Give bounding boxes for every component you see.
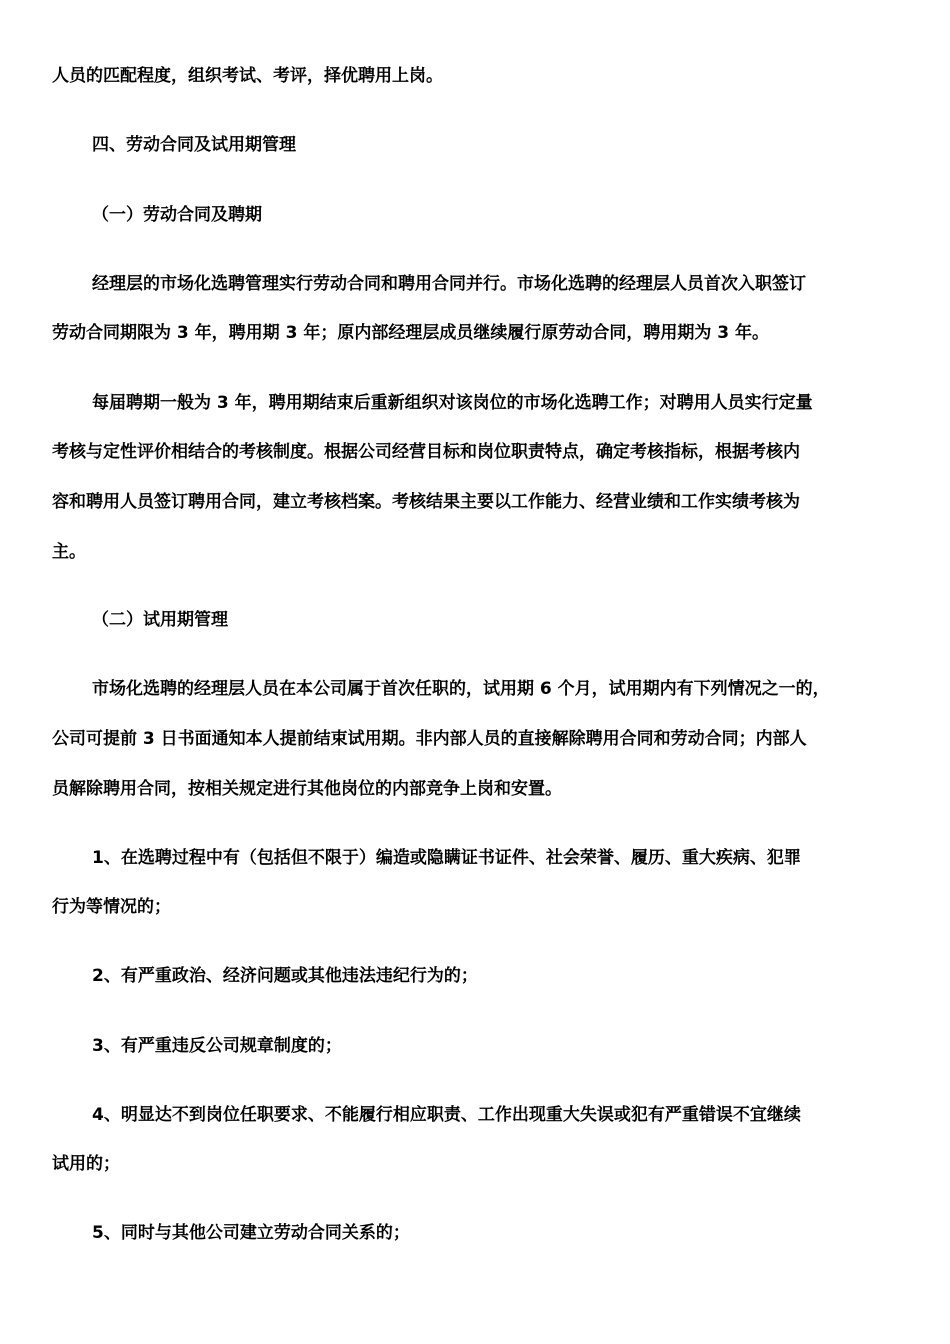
list-item: 4、明显达不到岗位任职要求、不能履行相应职责、工作出现重大失误或犯有严重错误不宜继续 — [92, 1105, 801, 1125]
subsection-heading: （二）试用期管理 — [92, 610, 228, 630]
list-item: 3、有严重违反公司规章制度的； — [92, 1036, 342, 1056]
paragraph-line: 经理层的市场化选聘管理实行劳动合同和聘用合同并行。市场化选聘的经理层人员首次入职签订 — [92, 274, 806, 294]
list-item-continuation: 行为等情况的； — [52, 897, 171, 917]
paragraph-line: 考核与定性评价相结合的考核制度。根据公司经营目标和岗位职责特点，确定考核指标，根据考核内 — [52, 442, 800, 462]
list-item: 1、在选聘过程中有（包括但不限于）编造或隐瞒证书证件、社会荣誉、履历、重大疾病、犯罪 — [92, 848, 801, 868]
paragraph-line: 公司可提前 3 日书面通知本人提前结束试用期。非内部人员的直接解除聘用合同和劳动合同；内部人 — [52, 729, 807, 749]
section-heading: 四、劳动合同及试用期管理 — [92, 135, 296, 155]
paragraph-line: 劳动合同期限为 3 年，聘用期 3 年；原内部经理层成员继续履行原劳动合同，聘用期为 3 年。 — [52, 323, 769, 343]
paragraph-line: 人员的匹配程度，组织考试、考评，择优聘用上岗。 — [52, 66, 443, 86]
list-item-continuation: 试用的； — [52, 1154, 120, 1174]
paragraph-line: 市场化选聘的经理层人员在本公司属于首次任职的，试用期 6 个月，试用期内有下列情况之一的， — [92, 679, 830, 699]
paragraph-line: 主。 — [52, 542, 86, 562]
subsection-heading: （一）劳动合同及聘期 — [92, 205, 262, 225]
paragraph-line: 员解除聘用合同，按相关规定进行其他岗位的内部竞争上岗和安置。 — [52, 779, 562, 799]
list-item: 5、同时与其他公司建立劳动合同关系的； — [92, 1223, 410, 1243]
paragraph-line: 每届聘期一般为 3 年，聘用期结束后重新组织对该岗位的市场化选聘工作；对聘用人员实行定量 — [92, 393, 813, 413]
paragraph-line: 容和聘用人员签订聘用合同，建立考核档案。考核结果主要以工作能力、经营业绩和工作实绩考核为 — [52, 492, 800, 512]
list-item: 2、有严重政治、经济问题或其他违法违纪行为的； — [92, 966, 478, 986]
